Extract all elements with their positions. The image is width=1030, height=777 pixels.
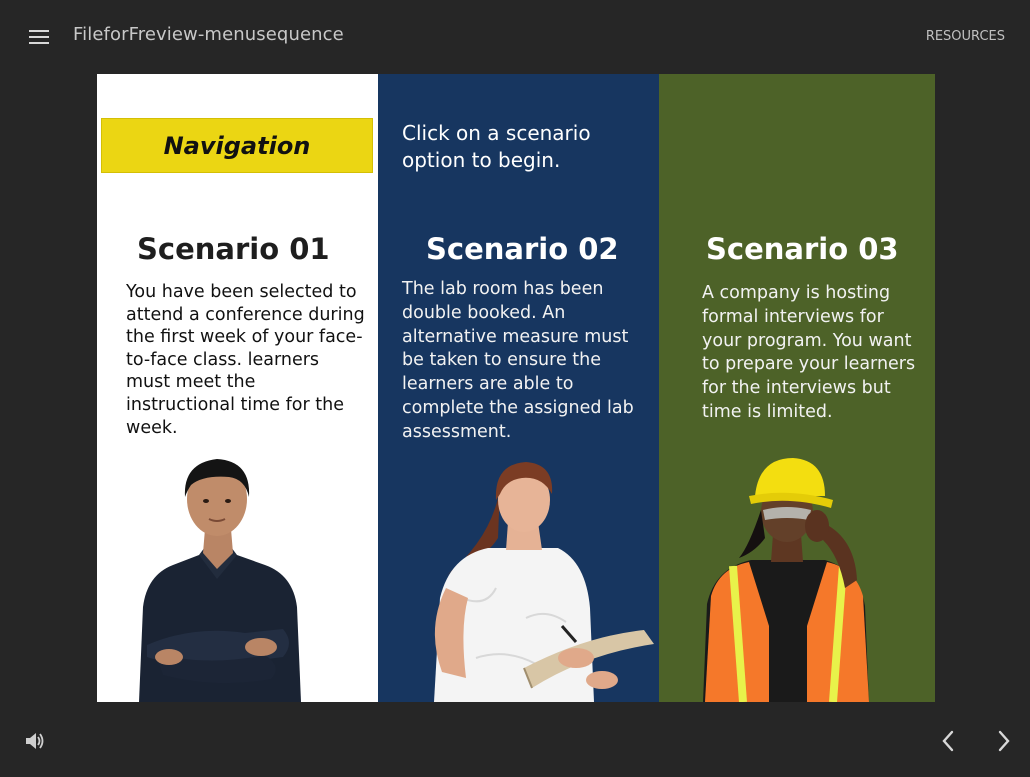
- hamburger-menu-icon[interactable]: [29, 30, 49, 44]
- speaker-volume-icon[interactable]: [25, 732, 47, 750]
- scenario-02-person-image[interactable]: [426, 458, 656, 702]
- intro-instruction: Click on a scenario option to begin.: [402, 121, 591, 172]
- scenario-03-title[interactable]: Scenario 03: [706, 232, 899, 266]
- top-bar: [0, 0, 1030, 74]
- scenario-01-description: You have been selected to attend a conference during the first week of your face-to-face class. learners must meet the instructional time for the week.: [126, 282, 365, 438]
- slide-canvas: [97, 74, 935, 702]
- resources-button[interactable]: RESOURCES: [925, 29, 1005, 44]
- scenario-03-description: A company is hosting formal interviews for your program. You want to prepare your learners for the interviews but time is limited.: [702, 283, 916, 422]
- scenario-panel-01: [97, 74, 378, 702]
- chevron-left-icon[interactable]: [936, 728, 960, 754]
- scenario-02-title[interactable]: Scenario 02: [426, 232, 619, 266]
- scenario-01-person-image[interactable]: [133, 457, 303, 702]
- scenario-01-title[interactable]: Scenario 01: [137, 232, 330, 266]
- chevron-right-icon[interactable]: [992, 728, 1016, 754]
- scenario-panel-02: [378, 74, 659, 702]
- scenario-02-description: The lab room has been double booked. An alternative measure must be taken to ensure the learners are able to complete the assigned lab assessment.: [402, 279, 634, 442]
- course-title: FileforFreview-menusequence: [73, 24, 344, 45]
- scenario-panel-03: [659, 74, 935, 702]
- scenario-03-person-image[interactable]: [699, 456, 879, 702]
- navigation-banner: Navigation: [101, 118, 373, 173]
